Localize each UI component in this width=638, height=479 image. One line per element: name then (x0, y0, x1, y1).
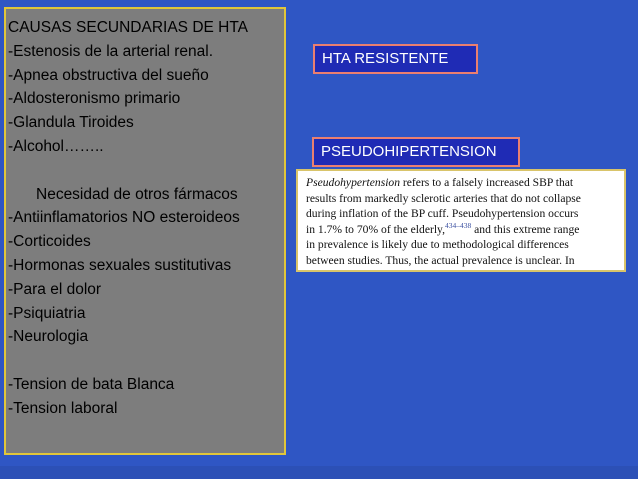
excerpt-line: results from markedly sclerotic arteries that do not collapse (306, 191, 581, 205)
excerpt-line: in prevalence is likely due to methodological differences (306, 238, 569, 252)
cause-item: -Glandula Tiroides (8, 114, 134, 132)
spacer (8, 159, 284, 183)
excerpt-text: refers to a falsely increased SBP that (400, 176, 574, 189)
footer-strip (0, 466, 638, 479)
excerpt-line: between studies. Thus, the actual prevalence is unclear. In (306, 253, 575, 267)
cause-item: -Aldosteronismo primario (8, 90, 181, 108)
tension-item: -Tension laboral (8, 399, 118, 417)
excerpt-text: in 1.7% to 70% of the elderly, (306, 222, 445, 236)
panel-title: CAUSAS SECUNDARIAS DE HTA (8, 19, 249, 36)
drug-item: -Antiinflamatorios NO esteroideos (8, 209, 240, 227)
spacer (8, 349, 284, 373)
cause-item: -Apnea obstructiva del sueño (8, 66, 209, 84)
drug-item: -Hormonas sexuales sustitutivas (8, 256, 232, 274)
excerpt-line: during inflation of the BP cuff. Pseudohypertension occurs (306, 207, 579, 221)
pseudohypertension-excerpt (296, 169, 626, 272)
drugs-subheading: Necesidad de otros fármacos (36, 185, 238, 203)
drug-item: -Corticoides (8, 233, 91, 251)
drug-item: -Para el dolor (8, 280, 102, 298)
pseudohipertension-label: PSEUDOHIPERTENSION (312, 137, 520, 167)
drug-item: -Psiquiatria (8, 304, 86, 322)
excerpt-term: Pseudohypertension (306, 176, 401, 189)
secondary-causes-panel (4, 7, 286, 455)
tension-item: -Tension de bata Blanca (8, 375, 175, 393)
citation-reference[interactable]: 434–438 (444, 220, 472, 230)
cause-item: -Alcohol…….. (8, 137, 104, 155)
cause-item: -Estenosis de la arterial renal. (8, 42, 214, 60)
hta-resistente-label: HTA RESISTENTE (313, 44, 478, 74)
drug-item: -Neurologia (8, 328, 89, 346)
excerpt-text: and this extreme range (471, 222, 580, 236)
excerpt-line (306, 222, 618, 238)
excerpt-line (306, 175, 618, 191)
